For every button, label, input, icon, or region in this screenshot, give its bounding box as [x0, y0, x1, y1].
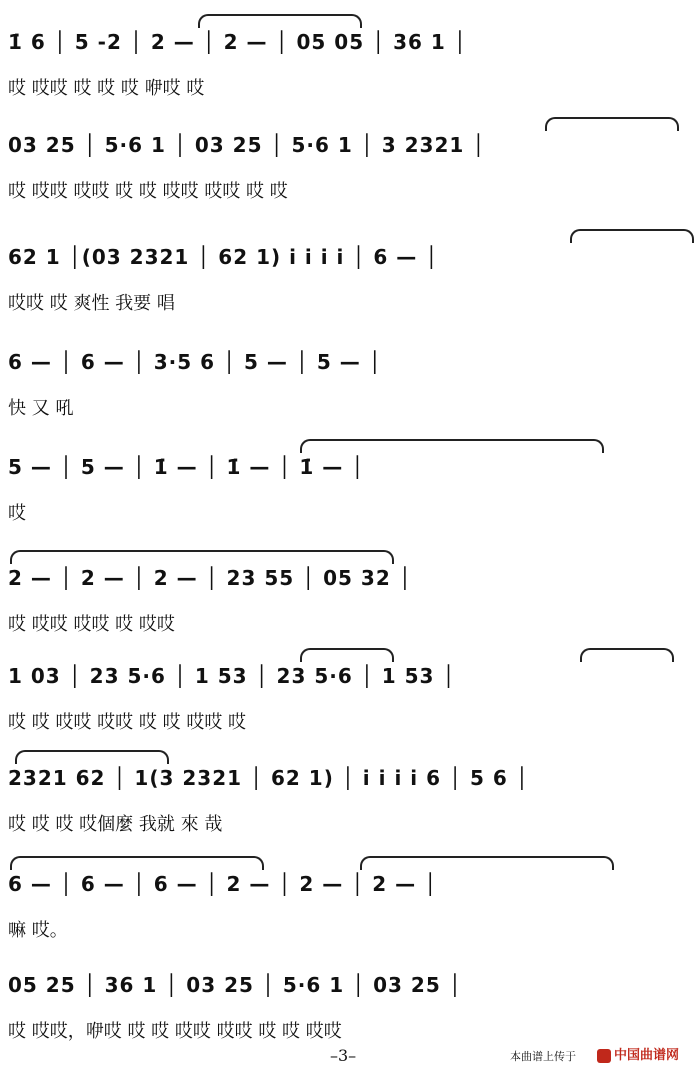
notation-line: 2321 62 │ 1(3 2321 │ 62 1) │ i i i i 6 │ 5 6 │ — [8, 766, 529, 790]
upload-note: 本曲谱上传于 — [510, 1050, 576, 1063]
page-number: –3– — [330, 1046, 357, 1065]
notation-line: 05 25 │ 36 1 │ 03 25 │ 5·6 1 │ 03 25 │ — [8, 973, 462, 997]
slur — [360, 856, 614, 870]
staff-1 — [0, 30, 700, 125]
staff-6 — [0, 566, 700, 661]
staff-7 — [0, 664, 700, 759]
notation-line: 62 1 │(03 2321 │ 62 1) i i i i │ 6 — │ — [8, 245, 439, 269]
lyrics-line: 快 又 吼 — [8, 398, 74, 419]
notation-line: 1̇ 6 │ 5 -2 │ 2 — │ 2 — │ 05 05 │ 36 1 │ — [8, 30, 467, 54]
staff-5 — [0, 455, 700, 550]
slur — [580, 648, 674, 662]
notation-line: 6 — │ 6 — │ 3·5 6 │ 5 — │ 5 — │ — [8, 350, 382, 374]
slur — [300, 648, 394, 662]
slur — [570, 229, 694, 243]
lyrics-line: 哎 哎 哎 哎個麼 我就 來 哉 — [8, 814, 223, 835]
staff-3 — [0, 245, 700, 340]
notation-line: 03 25 │ 5·6 1 │ 03 25 │ 5·6 1 │ 3 2321 │ — [8, 133, 486, 157]
notation-line: 6 — │ 6 — │ 6 — │ 2 — │ 2 — │ 2 — │ — [8, 872, 438, 896]
staff-2 — [0, 133, 700, 228]
lyrics-line: 哎 哎哎，咿哎 哎 哎 哎哎 哎哎 哎 哎 哎哎 — [8, 1021, 342, 1042]
staff-9 — [0, 872, 700, 967]
staff-8 — [0, 766, 700, 861]
lyrics-line: 哎 哎哎 哎哎 哎 哎 哎哎 哎哎 哎 哎 — [8, 181, 288, 202]
lyrics-line: 哎 哎哎 哎哎 哎 哎哎 — [8, 614, 175, 635]
site-logo[interactable] — [597, 1044, 679, 1063]
page-footer — [0, 1040, 700, 1070]
notation-line: 1 03 │ 23 5·6 │ 1 53 │ 23 5·6 │ 1 53 │ — [8, 664, 456, 688]
slur — [300, 439, 604, 453]
lyrics-line: 哎 哎哎 哎 哎 哎 咿哎 哎 — [8, 78, 205, 99]
logo-icon — [597, 1049, 611, 1063]
notation-line: 5 — │ 5 — │ 1̇ — │ 1̇ — │ 1̇ — │ — [8, 455, 365, 479]
lyrics-line: 哎 哎 哎哎 哎哎 哎 哎 哎哎 哎 — [8, 712, 247, 733]
slur — [545, 117, 679, 131]
site-logo-text: 中国曲谱网 — [614, 1048, 680, 1063]
lyrics-line: 哎 — [8, 503, 26, 524]
staff-4 — [0, 350, 700, 445]
slur — [198, 14, 362, 28]
slur — [15, 750, 169, 764]
slur — [10, 550, 394, 564]
lyrics-line: 哎哎 哎 爽性 我要 唱 — [8, 293, 175, 314]
slur — [10, 856, 264, 870]
notation-line: 2 — │ 2 — │ 2 — │ 23 55 │ 05 32 │ — [8, 566, 412, 590]
lyrics-line: 嘛 哎。 — [8, 920, 68, 941]
